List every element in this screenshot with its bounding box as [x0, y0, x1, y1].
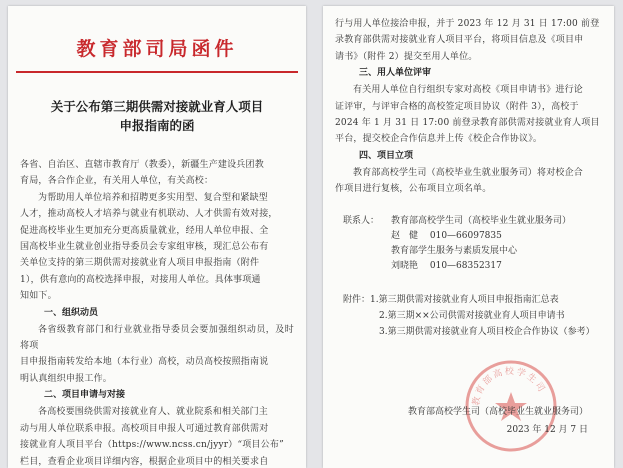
- intro-paragraph: [8, 190, 306, 305]
- text-line: 平台，提交校企合作信息并上传《校企合作协议》。: [335, 134, 543, 145]
- attachments-label: 附件：: [343, 294, 371, 305]
- section-1-body: [8, 322, 306, 388]
- seal-text: 教育部高校学生司: [471, 366, 548, 407]
- document-title: [8, 97, 306, 135]
- contact-person-2: 刘晓艳: [391, 260, 419, 271]
- title-line-2: 申报指南的函: [119, 118, 195, 133]
- letterhead-title: 教育部司局函件: [76, 38, 238, 60]
- contact-org-2: 教育部学生服务与素质发展中心: [391, 245, 518, 256]
- text-line: 有关用人单位自行组织专家对高校《项目申请书》进行论: [353, 85, 584, 96]
- contact-person-row-2: [343, 259, 614, 274]
- contact-org-1: 教育部高校学生司（高校毕业生就业服务司）: [391, 215, 572, 226]
- text-line: 人才，推动高校人才培养与就业有机联动、人才供需有效对接，: [20, 209, 278, 220]
- contact-label: 联系人：: [343, 215, 380, 226]
- attachment-row-1: [343, 292, 614, 308]
- contact-info: [323, 214, 614, 274]
- section-2-heading: 二、项目申请与对接: [44, 390, 126, 401]
- signature-organization: 教育部高校学生司（高校毕业生就业服务司）: [407, 407, 588, 417]
- text-line: 栏目，查看企业项目详细内容，根据企业项目中的相关要求自: [20, 456, 269, 467]
- text-line: 动与用人单位联系申报。高校项目申报人可通过教育部供需对: [20, 423, 269, 434]
- signature-date: 2023 年 12 月 7 日: [506, 425, 588, 435]
- text-line: 国高校毕业生就业创业指导委员会专家组审核，现汇总公布有: [20, 242, 269, 253]
- text-line: 作项目进行复核，公布项目立项名单。: [335, 184, 492, 195]
- text-line: 教育部高校学生司（高校毕业生就业服务司）将对校企合: [353, 167, 584, 178]
- attachments-list: [323, 292, 614, 340]
- section-1-heading: 一、组织动员: [44, 307, 99, 318]
- text-line: 2024 年 1 月 31 日 17:00 前登录教育部供需对接就业育人项目: [335, 118, 600, 129]
- addressee: [8, 157, 306, 190]
- letterhead-red-rule: [16, 71, 298, 73]
- text-line: 明认真组织申报工作。: [20, 373, 113, 384]
- addressee-line-1: 各省、自治区、直辖市教育厅（教委），新疆生产建设兵团教: [20, 160, 264, 170]
- continuation-paragraph: [323, 6, 614, 65]
- section-4-body: [323, 165, 614, 198]
- letter-page-2: [323, 6, 614, 468]
- title-line-1: 关于公布第三期供需对接就业育人项目: [50, 99, 264, 114]
- text-line: 各省级教育部门和行业就业指导委员会要加强组织动员，及时将项: [20, 324, 294, 352]
- addressee-line-2: 育局，各合作企业，有关用人单位，有关高校：: [20, 176, 214, 187]
- text-line: 行与用人单位接洽申报，并于 2023 年 12 月 31 日 17:00 前登: [335, 19, 600, 29]
- contact-org-row-2: [343, 244, 614, 259]
- text-line: 促进高校毕业生更加充分更高质量就业，经用人单位申报、全: [20, 225, 269, 236]
- text-line: 知如下。: [20, 291, 57, 302]
- letter-page-1: [8, 6, 306, 468]
- text-line: 目申报指南转发给本地（本行业）高校，动员高校按照指南说: [20, 357, 269, 368]
- attachment-item-3: 3.第三期供需对接就业育人项目校企合作协议（参考）: [379, 326, 595, 337]
- contact-person-1: 赵 健: [391, 230, 419, 241]
- section-4-heading: 四、项目立项: [359, 150, 414, 161]
- contact-phone-2: 010—68352317: [429, 260, 502, 271]
- section-3-body: [323, 82, 614, 148]
- text-line: 关单位支持的第三期供需对接就业育人项目申报指南（附件: [20, 258, 260, 269]
- text-line: 1），供有意向的高校选择申报，对接用人单位。具体事项通: [20, 274, 261, 285]
- attachment-item-2: 2.第三期××公司供需对接就业育人项目申请书: [379, 310, 565, 321]
- section-3-heading: 三、用人单位评审: [359, 68, 432, 79]
- contact-row-1: [343, 214, 614, 229]
- text-line: 接就业育人项目平台（https://www.ncss.cn/jyyr）“项目公布”: [20, 440, 284, 451]
- text-line: 请书》（附件 2）提交至用人单位。: [335, 51, 478, 62]
- attachment-item-1: 1.第三期供需对接就业育人项目申报指南汇总表: [370, 294, 559, 305]
- text-line: 录教育部供需对接就业育人项目平台，将项目信息及《项目申: [335, 35, 584, 46]
- section-2-body: [8, 404, 306, 468]
- contact-phone-1: 010—66097835: [429, 230, 502, 241]
- text-line: 各高校要围绕供需对接就业育人、就业院系和相关部门主: [38, 407, 269, 418]
- text-line: 证评审，与评审合格的高校签定项目协议（附件 3），高校于: [335, 101, 579, 112]
- text-line: 为帮助用人单位培养和招聘更多实用型、复合型和紧缺型: [38, 192, 269, 203]
- contact-person-row-1: [343, 229, 614, 244]
